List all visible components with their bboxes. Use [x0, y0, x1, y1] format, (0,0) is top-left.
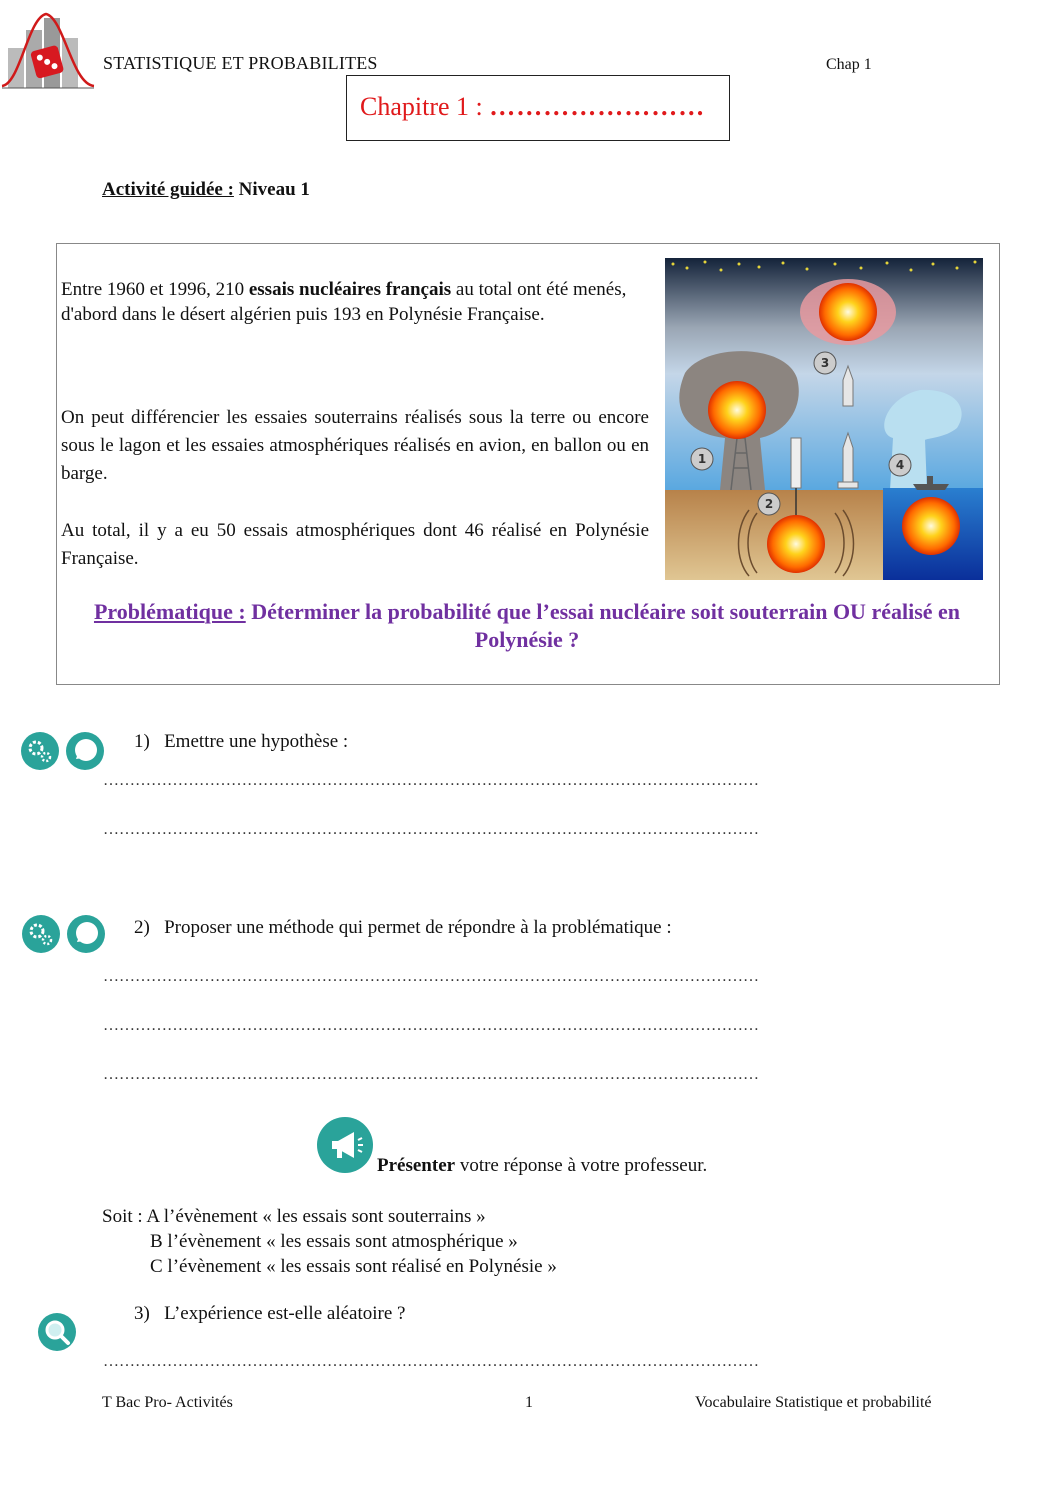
- activity-level: Niveau 1: [238, 179, 310, 200]
- question-2-number: 2): [134, 917, 150, 938]
- answer-line[interactable]: ……………………………………………………………………………………………………………: [103, 821, 759, 838]
- marker-2: 2: [764, 497, 774, 511]
- answer-line[interactable]: ……………………………………………………………………………………………………………: [103, 772, 759, 789]
- intro-text-2: au total ont été menés, d'abord dans le désert algérien puis 193 en Polynésie Française.: [61, 279, 627, 325]
- problem-statement: [70, 598, 984, 654]
- page-number: 1: [525, 1394, 533, 1411]
- question-3-text: L’expérience est-elle aléatoire ?: [164, 1303, 406, 1324]
- header-title: STATISTIQUE ET PROBABILITES: [103, 53, 378, 73]
- atmospheric-total-paragraph: Au total, il y a eu 50 essais atmosphériques dont 46 réalisé en Polynésie Française.: [61, 520, 649, 569]
- marker-3: 3: [820, 356, 830, 370]
- gears-icon: [21, 914, 61, 954]
- events-intro: Soit :: [102, 1206, 147, 1227]
- problem-label: Problématique :: [93, 599, 246, 624]
- activity-heading: [102, 179, 310, 201]
- gears-icon: [20, 731, 60, 771]
- question-2: [134, 917, 672, 939]
- question-1-text: Emettre une hypothèse :: [164, 731, 349, 752]
- present-bold: Présenter: [377, 1155, 456, 1176]
- chapter-label: Chapitre 1 :: [360, 92, 483, 121]
- statistics-logo-icon: [0, 8, 96, 92]
- event-c: C l’évènement « les essais sont réalisé en Polynésie »: [150, 1256, 557, 1277]
- present-instruction: [377, 1155, 707, 1177]
- question-1-number: 1): [134, 731, 150, 752]
- chapter-title-box: [346, 75, 730, 141]
- answer-line[interactable]: ……………………………………………………………………………………………………………: [103, 1017, 759, 1034]
- question-3: [134, 1303, 405, 1325]
- magnifier-icon: [37, 1312, 77, 1352]
- question-2-text: Proposer une méthode qui permet de répondre à la problématique :: [164, 917, 672, 938]
- intro-text-1: Entre 1960 et 1996, 210: [61, 279, 249, 300]
- footer-right: Vocabulaire Statistique et probabilité: [695, 1394, 932, 1411]
- chapter-blank: ……………………: [489, 92, 706, 121]
- question-3-number: 3): [134, 1303, 150, 1324]
- test-types-paragraph: On peut différencier les essaies souterrains réalisés sous la terre ou encore sous le lagon et les essaies atmosphériques réalisés en avion, en ballon ou en barge.: [61, 407, 649, 484]
- activity-label: Activité guidée :: [102, 179, 234, 200]
- marker-4: 4: [895, 458, 905, 472]
- present-text: votre réponse à votre professeur.: [455, 1155, 708, 1176]
- event-a: A l’évènement « les essais sont souterrains »: [146, 1206, 486, 1227]
- intro-paragraph: [61, 277, 649, 327]
- answer-line[interactable]: ……………………………………………………………………………………………………………: [103, 1353, 759, 1370]
- question-1: [134, 731, 348, 753]
- footer-left: T Bac Pro- Activités: [102, 1394, 233, 1411]
- intro-bold: essais nucléaires français: [248, 279, 452, 300]
- chapter-title: [360, 92, 705, 122]
- event-b: B l’évènement « les essais sont atmosphérique »: [150, 1231, 518, 1252]
- answer-line[interactable]: ……………………………………………………………………………………………………………: [103, 1066, 759, 1083]
- answer-line[interactable]: ……………………………………………………………………………………………………………: [103, 968, 759, 985]
- problem-text: Déterminer la probabilité que l’essai nucléaire soit souterrain OU réalisé en Polynésie ?: [245, 599, 961, 652]
- speech-bubble-icon: [66, 914, 106, 954]
- nuclear-tests-illustration: [665, 258, 983, 580]
- marker-1: 1: [697, 452, 707, 466]
- megaphone-icon: [316, 1116, 374, 1174]
- speech-bubble-icon: [65, 731, 105, 771]
- header-chapter: Chap 1: [826, 56, 872, 73]
- events-definition: [102, 1204, 557, 1279]
